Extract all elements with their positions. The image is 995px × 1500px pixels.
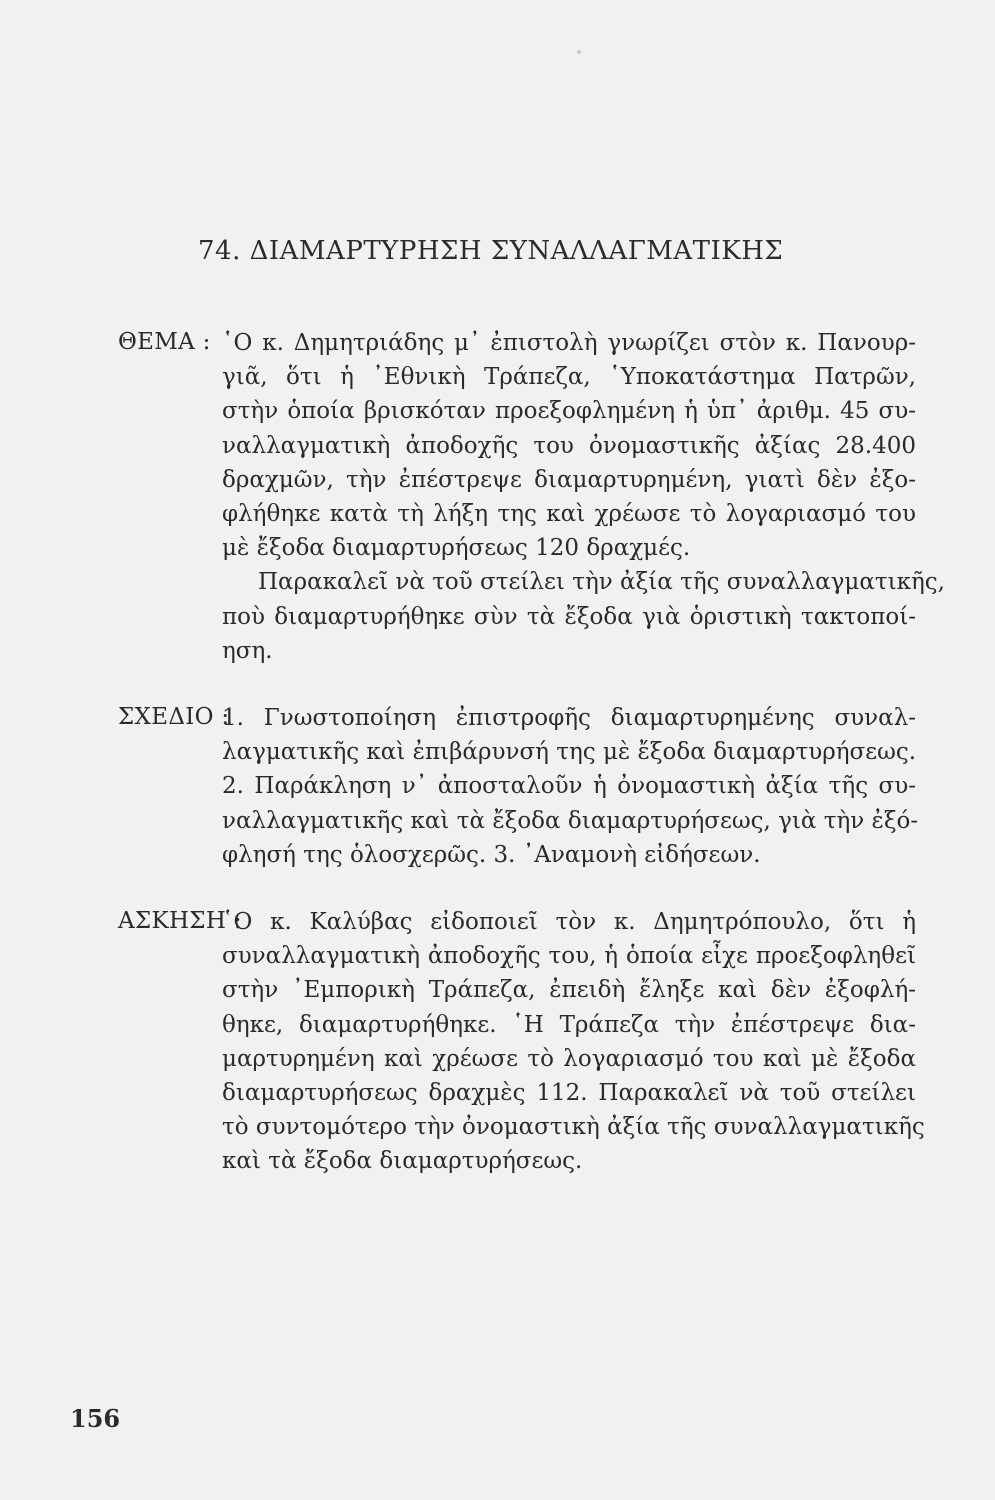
thema-line: Παρακαλεῖ νὰ τοῦ στείλει τὴν ἀξία τῆς συναλλαγματικῆς, (258, 569, 945, 596)
thema-line: ῾Ο κ. Δημητριάδης μ᾽ ἐπιστολὴ γνωρίζει στὸν κ. Πανουρ- (222, 330, 916, 356)
paper-speck (577, 50, 581, 54)
schedio-line: 2. Παράκληση ν᾽ ἀποσταλοῦν ἡ ὀνομαστικὴ ἀξία τῆς συ- (222, 773, 916, 800)
thema-line: στὴν ὁποία βρισκόταν προεξοφλημένη ἡ ὑπ᾽ ἀριθμ. 45 συ- (222, 398, 916, 425)
schedio-line: ναλλαγματικῆς καὶ τὰ ἔξοδα διαμαρτυρήσεως, γιὰ τὴν ἐξό- (222, 807, 919, 834)
askisi-line: στὴν ᾽Εμπορικὴ Τράπεζα, ἐπειδὴ ἔληξε καὶ δὲν ἐξοφλή- (222, 977, 916, 1004)
schedio-line: λαγματικῆς καὶ ἐπιβάρυνσή της μὲ ἔξοδα διαμαρτυρήσεως. (222, 739, 917, 766)
askisi-line: μαρτυρημένη καὶ χρέωσε τὸ λογαριασμό του καὶ μὲ ἔξοδα (222, 1045, 916, 1072)
schedio-body (222, 701, 919, 872)
thema-line: δραχμῶν, τὴν ἐπέστρεψε διαμαρτυρημένη, γιατὶ δὲν ἐξο- (222, 466, 916, 493)
schedio-line: φλησή της ὁλοσχερῶς. 3. ᾽Αναμονὴ εἰδήσεων. (222, 841, 761, 868)
askisi-line: θηκε, διαμαρτυρήθηκε. ῾Η Τράπεζα τὴν ἐπέστρεψε δια- (222, 1011, 916, 1038)
thema-label: ΘΕΜΑ : (118, 329, 211, 355)
askisi-label: ΑΣΚΗΣΗ : (118, 908, 242, 934)
thema-line: ποὺ διαμαρτυρήθηκε σὺν τὰ ἔξοδα γιὰ ὁριστικὴ τακτοποί- (222, 603, 916, 630)
thema-line: μὲ ἔξοδα διαμαρτυρήσεως 120 δραχμές. (222, 535, 691, 562)
schedio-line: 1. Γνωστοποίηση ἐπιστροφῆς διαμαρτυρημένης συναλ- (222, 705, 916, 731)
askisi-line: ῾Ο κ. Καλύβας εἰδοποιεῖ τὸν κ. Δημητρόπουλο, ὅτι ἡ (222, 909, 916, 935)
thema-line: ηση. (222, 637, 273, 664)
thema-body (222, 326, 945, 668)
thema-line: γιᾶ, ὅτι ἡ ᾽Εθνικὴ Τράπεζα, ῾Υποκατάστημα Πατρῶν, (222, 364, 916, 391)
chapter-title: 74. ΔΙΑΜΑΡΤΥΡΗΣΗ ΣΥΝΑΛΛΑΓΜΑΤΙΚΗΣ (198, 236, 784, 266)
askisi-line: τὸ συντομότερο τὴν ὀνομαστικὴ ἀξία τῆς συναλλαγματικῆς (222, 1114, 925, 1141)
thema-line: ναλλαγματικὴ ἀποδοχῆς του ὀνομαστικῆς ἀξίας 28.400 (222, 432, 916, 459)
page-number: 156 (70, 1404, 121, 1433)
askisi-line: καὶ τὰ ἔξοδα διαμαρτυρήσεως. (222, 1148, 583, 1175)
askisi-line: διαμαρτυρήσεως δραχμὲς 112. Παρακαλεῖ νὰ τοῦ στείλει (222, 1079, 916, 1106)
schedio-label: ΣΧΕΔΙΟ : (118, 704, 230, 730)
askisi-body (222, 905, 925, 1179)
thema-line: φλήθηκε κατὰ τὴ λήξη της καὶ χρέωσε τὸ λογαριασμό του (222, 500, 916, 527)
askisi-line: συναλλαγματικὴ ἀποδοχῆς του, ἡ ὁποία εἶχε προεξοφληθεῖ (222, 943, 916, 970)
